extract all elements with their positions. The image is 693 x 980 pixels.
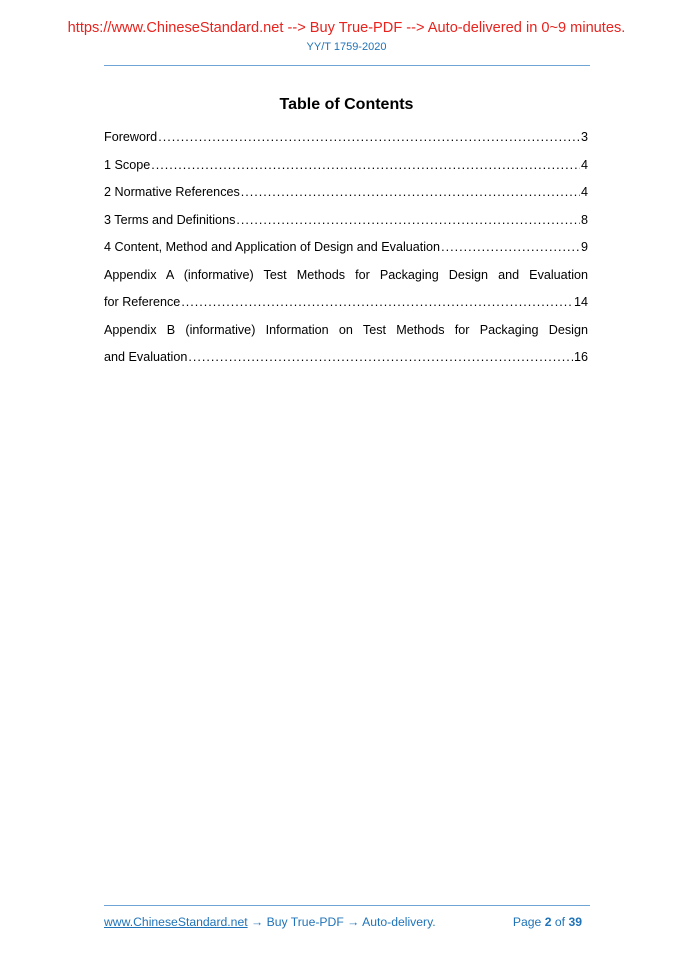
dot-leader xyxy=(158,128,580,146)
toc-entry-page: 14 xyxy=(573,295,588,309)
page-of: of xyxy=(554,915,566,929)
toc-entry-appendix-a[interactable] xyxy=(104,266,588,321)
toc-entry-page: 9 xyxy=(580,240,588,254)
toc-entry-label-line1: Appendix B (informative) Information on Test Methods for Packaging Design xyxy=(104,322,588,337)
header-banner: https://www.ChineseStandard.net --> Buy True-PDF --> Auto-delivered in 0~9 minutes. xyxy=(67,20,626,36)
dot-leader xyxy=(241,183,580,201)
toc-entry-page: 4 xyxy=(580,157,588,172)
footer xyxy=(104,915,590,929)
dot-leader xyxy=(151,156,580,174)
toc-entry-foreword[interactable] xyxy=(104,128,588,156)
toc-entry-scope[interactable] xyxy=(104,156,588,184)
toc-entry-page: 4 xyxy=(580,185,588,199)
toc-entry-terms-definitions[interactable] xyxy=(104,211,588,239)
dot-leader xyxy=(188,348,573,366)
toc-entry-design-evaluation[interactable] xyxy=(104,238,588,266)
page-indicator xyxy=(513,915,582,929)
footer-tagline: → Buy True-PDF → Auto-delivery. xyxy=(247,915,436,929)
toc-entry-label-line2: for Reference xyxy=(104,295,181,309)
footer-divider xyxy=(104,905,590,906)
toc-entry-label-line1: Appendix A (informative) Test Methods for Packaging Design and Evaluation xyxy=(104,267,588,282)
page-label: Page xyxy=(512,915,542,929)
toc-entry-label-line2: and Evaluation xyxy=(104,350,188,364)
document-code: YY/T 1759-2020 xyxy=(306,41,387,53)
header-divider xyxy=(104,65,590,66)
toc-entry-label: 3 Terms and Definitions xyxy=(104,212,236,227)
table-of-contents xyxy=(104,128,588,376)
page-total: 39 xyxy=(568,915,582,929)
page-current: 2 xyxy=(544,915,552,929)
toc-entry-page: 16 xyxy=(573,350,588,364)
toc-entry-label: 4 Content, Method and Application of Design and Evaluation xyxy=(104,240,441,254)
toc-title: Table of Contents xyxy=(279,96,414,113)
footer-site-link[interactable]: www.ChineseStandard.net xyxy=(104,915,248,929)
toc-entry-page: 3 xyxy=(580,130,588,144)
toc-entry-label: 2 Normative References xyxy=(104,185,240,199)
toc-entry-page: 8 xyxy=(580,212,588,227)
dot-leader xyxy=(236,211,580,229)
toc-entry-normative-references[interactable] xyxy=(104,183,588,211)
toc-entry-appendix-b[interactable] xyxy=(104,321,588,376)
dot-leader xyxy=(441,238,580,256)
toc-entry-label: Foreword xyxy=(104,130,158,144)
dot-leader xyxy=(181,293,573,311)
toc-entry-label: 1 Scope xyxy=(104,157,151,172)
